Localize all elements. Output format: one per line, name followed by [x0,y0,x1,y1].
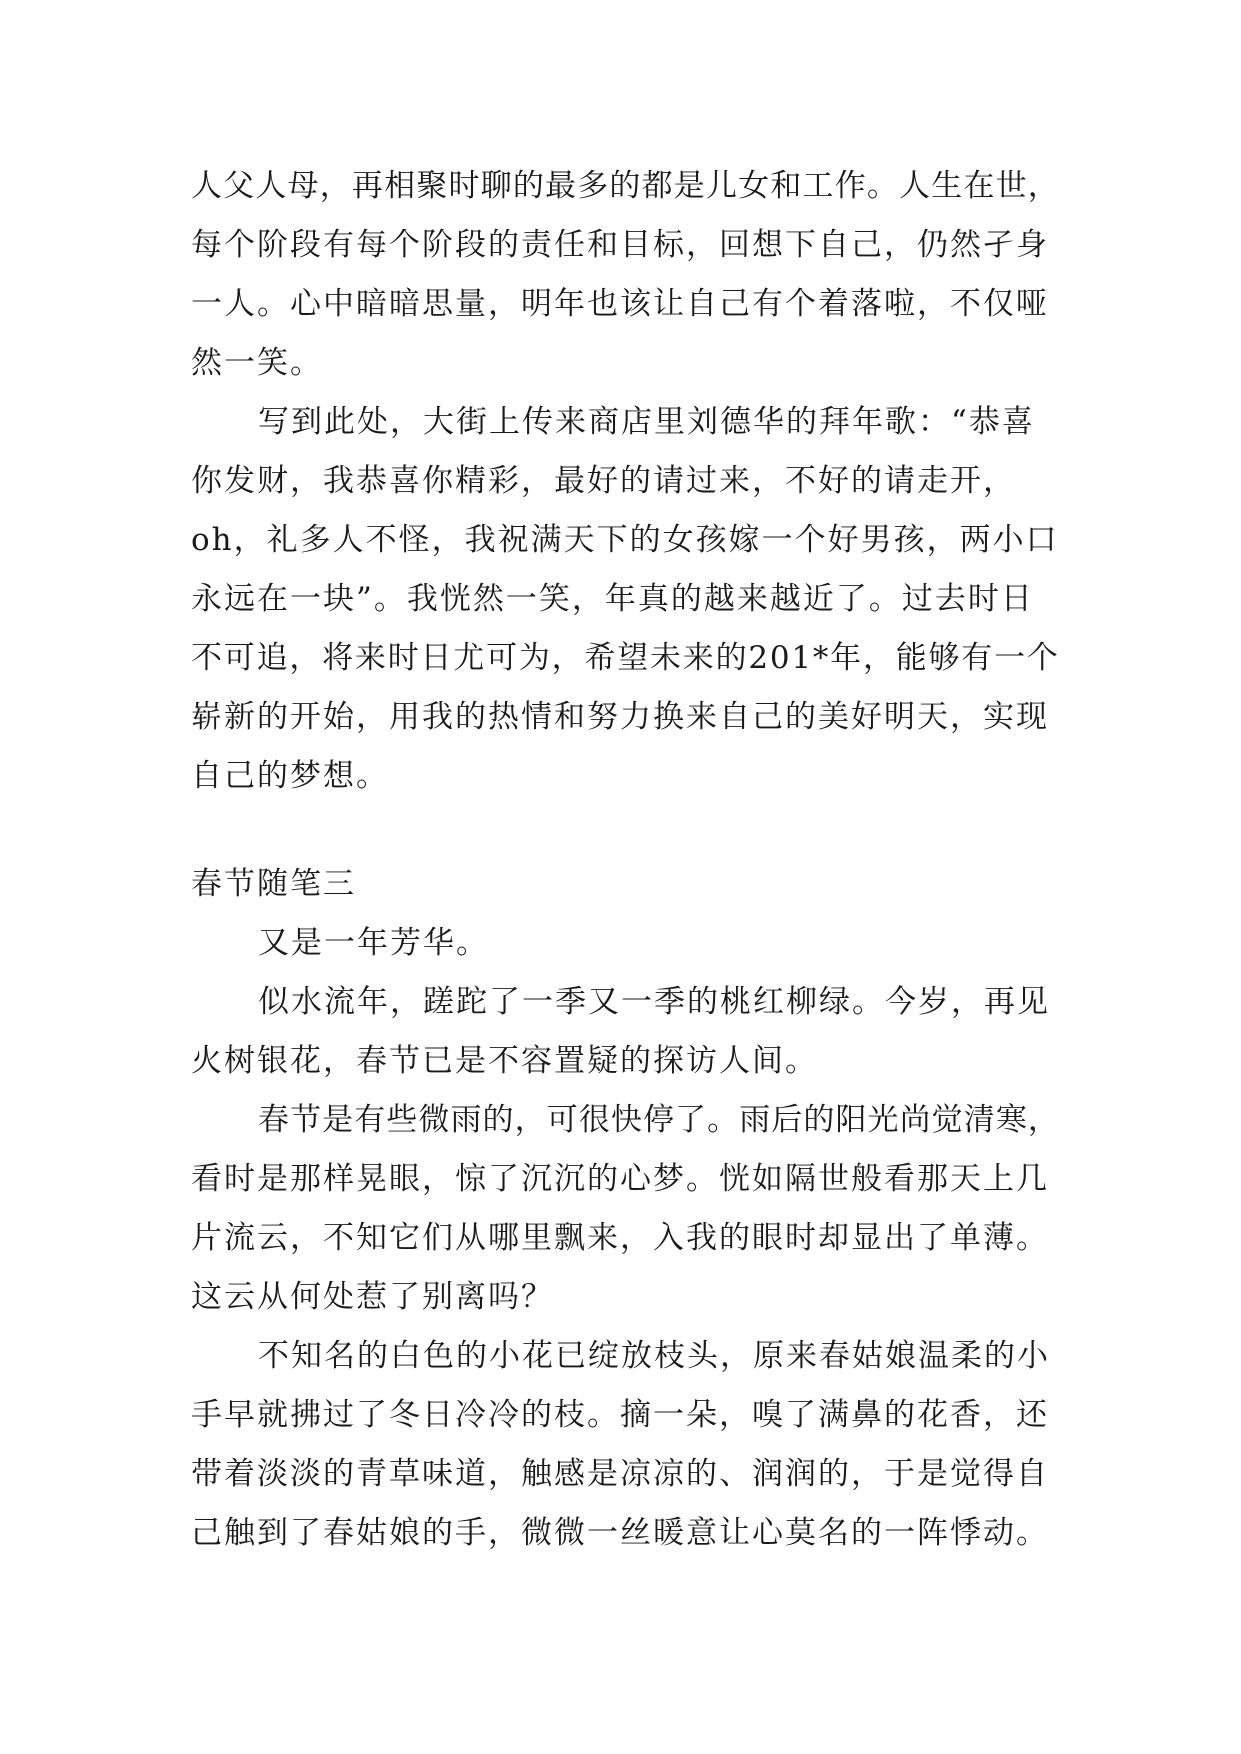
text-line: 又是一年芳华。 [258,925,489,961]
text-line: 然一笑。 [191,345,323,381]
text-line: 带着淡淡的青草味道，触感是凉凉的、润润的，于是觉得自 [191,1456,1049,1492]
text-line: 每个阶段有每个阶段的责任和目标，回想下自己，仍然孑身 [191,227,1049,263]
text-line: 春节是有些微雨的，可很快停了。雨后的阳光尚觉清寒， [258,1102,1060,1138]
text-line: 这云从何处惹了别离吗？ [191,1279,554,1315]
text-line: 自己的梦想。 [191,758,389,794]
text-line: 人父人母，再相聚时聊的最多的都是儿女和工作。人生在世， [191,168,1060,204]
text-line: 崭新的开始，用我的热情和努力换来自己的美好明天，实现 [191,699,1049,735]
text-line: 永远在一块”。我恍然一笑，年真的越来越近了。过去时日 [191,581,1034,617]
text-line: 一人。心中暗暗思量，明年也该让自己有个着落啦，不仅哑 [191,286,1049,322]
text-line: 看时是那样晃眼，惊了沉沉的心梦。恍如隔世般看那天上几 [191,1161,1049,1197]
text-line: 手早就拂过了冬日冷冷的枝。摘一朵，嗅了满鼻的花香，还 [191,1397,1049,1433]
text-line: 似水流年，蹉跎了一季又一季的桃红柳绿。今岁，再见 [258,984,1050,1020]
text-line: oh，礼多人不怪，我祝满天下的女孩嫁一个好男孩，两小口 [191,522,1059,558]
section-title: 春节随笔三 [191,866,356,902]
text-line: 不知名的白色的小花已绽放枝头，原来春姑娘温柔的小 [258,1338,1050,1374]
text-line: 火树银花，春节已是不容置疑的探访人间。 [191,1043,818,1079]
text-line: 你发财，我恭喜你精彩，最好的请过来，不好的请走开， [191,463,1016,499]
text-line: 片流云，不知它们从哪里飘来，入我的眼时却显出了单薄。 [191,1220,1049,1256]
text-line: 己触到了春姑娘的手，微微一丝暖意让心莫名的一阵悸动。 [191,1515,1049,1551]
text-line: 不可追，将来时日尤可为，希望未来的201*年，能够有一个 [191,640,1060,676]
text-line: 写到此处，大街上传来商店里刘德华的拜年歌：“恭喜 [258,404,1035,440]
